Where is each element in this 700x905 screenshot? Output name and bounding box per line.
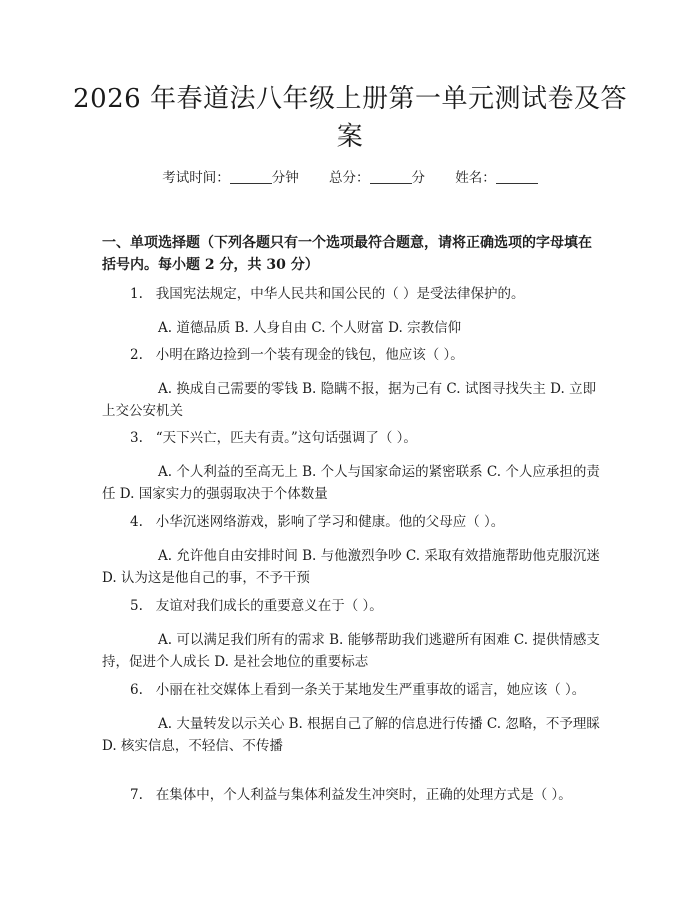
question-text: 小华沉迷网络游戏，影响了学习和健康。他的父母应（ ）。 [155, 514, 505, 530]
question-text: 在集体中，个人利益与集体利益发生冲突时，正确的处理方式是（ ）。 [155, 787, 572, 803]
section-heading: 一、单项选择题（下列各题只有一个选项最符合题意，请将正确选项的字母填在括号内。每小题 2 分，共 30 分） [102, 235, 592, 273]
question-stem [102, 427, 602, 449]
total-score-unit: 分 [411, 170, 425, 186]
question-number: 5. [130, 598, 143, 614]
question-number: 2. [130, 347, 143, 363]
name-field [455, 168, 538, 188]
question-1 [102, 283, 602, 339]
question-text: 小丽在社交媒体上看到一条关于某地发生严重事故的谣言，她应该（ ）。 [155, 682, 586, 698]
question-4 [102, 511, 602, 589]
question-stem [102, 511, 602, 533]
question-number: 4. [130, 514, 143, 530]
question-number: 7. [130, 787, 143, 803]
question-3 [102, 427, 602, 505]
exam-time-unit: 分钟 [271, 170, 299, 186]
question-options: A. 个人利益的至高无上 B. 个人与国家命运的紧密联系 C. 个人应承担的责任 D. 国家实力的强弱取决于个体数量 [102, 464, 600, 502]
question-6 [102, 679, 602, 757]
question-stem [102, 679, 602, 701]
question-number: 1. [130, 286, 143, 302]
question-stem [102, 595, 602, 617]
name-label: 姓名： [455, 170, 496, 186]
question-stem [102, 283, 602, 305]
exam-time-field [162, 168, 299, 188]
question-options: A. 允许他自由安排时间 B. 与他激烈争吵 C. 采取有效措施帮助他克服沉迷 D. 认为这是他自己的事，不予干预 [102, 548, 600, 586]
question-number: 3. [130, 430, 143, 446]
question-number: 6. [130, 682, 143, 698]
question-text: “天下兴亡，匹夫有责。”这句话强调了（ ）。 [155, 430, 417, 446]
question-options: A. 换成自己需要的零钱 B. 隐瞒不报，据为己有 C. 试图寻找失主 D. 立即上交公安机关 [102, 381, 597, 419]
question-7 [102, 784, 602, 806]
question-options: A. 道德品质 B. 人身自由 C. 个人财富 D. 宗教信仰 [158, 320, 462, 336]
total-score-field [329, 168, 425, 188]
question-options: A. 大量转发以示关心 B. 根据自己了解的信息进行传播 C. 忽略，不予理睬 D. 核实信息，不轻信、不传播 [102, 716, 600, 754]
question-text: 我国宪法规定，中华人民共和国公民的（ ）是受法律保护的。 [155, 286, 525, 302]
total-score-label: 总分： [329, 170, 370, 186]
question-2 [102, 344, 602, 422]
question-5 [102, 595, 602, 673]
document-title: 2026 年春道法八年级上册第一单元测试卷及答案 [73, 84, 627, 152]
exam-meta-line [0, 168, 700, 188]
exam-time-blank [230, 169, 272, 184]
name-blank [496, 169, 538, 184]
question-options: A. 可以满足我们所有的需求 B. 能够帮助我们逃避所有困难 C. 提供情感支持，促进个人成长 D. 是社会地位的重要标志 [102, 632, 600, 670]
question-text: 小明在路边捡到一个装有现金的钱包，他应该（ ）。 [155, 347, 464, 363]
exam-time-label: 考试时间： [162, 170, 230, 186]
total-score-blank [370, 169, 412, 184]
question-text: 友谊对我们成长的重要意义在于（ ）。 [155, 598, 383, 614]
question-stem [102, 784, 602, 806]
question-stem [102, 344, 602, 366]
